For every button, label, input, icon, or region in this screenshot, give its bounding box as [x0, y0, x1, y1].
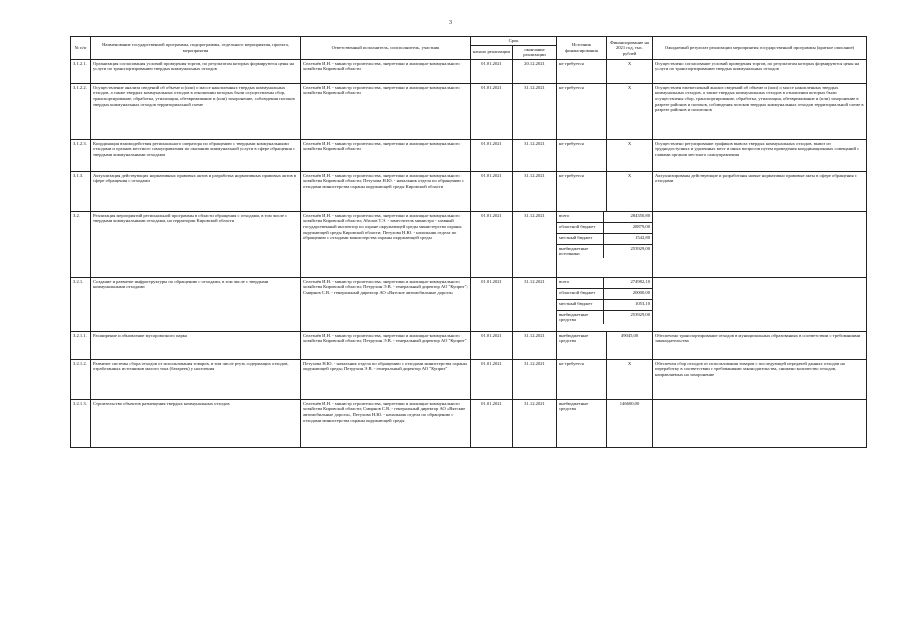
- row-name: Осуществление анализа сведений об объеме и (или) о массе накопленных твердых коммунальных отходов, а также твердых коммунальных отходов в отношении которых были осуществлены сбор, транспортирование, обработка, утилизация, обезвреживание и (или) захоронение, соблюдения потоков твердых коммунальных отходов территориальной схеме: [91, 83, 301, 139]
- funding-line: [557, 245, 652, 258]
- row-name: Координация взаимодействия регионального оператора по обращению с твердыми коммунальными отходами и органов местного самоуправления по оказанию коммунальной услуги в сфере обращения с твердыми коммунальными отходами: [91, 139, 301, 171]
- col-start-header: начало реализации: [471, 45, 513, 59]
- row-end: 31.12.2021: [513, 277, 557, 331]
- row-end: 31.12.2021: [513, 211, 557, 277]
- row-end: 31.12.2021: [513, 139, 557, 171]
- row-executor: Селезнёв И.Н. - министр строительства, энергетики и жилищно-коммунального хозяйства Кировской области; Петрухин Э.В. - генеральный директор АО "Куприт": [301, 331, 471, 359]
- row-executor: Селезнёв И.Н. - министр строительства, энергетики и жилищно-коммунального хозяйства Кировской области; Петухова Н.Ю. - начальник отдела по обращению с отходами министерства охраны окружающей среды Кировской области: [301, 171, 471, 211]
- row-funding: X: [607, 83, 653, 139]
- row-number: 3.2.: [71, 211, 91, 277]
- row-result: [653, 211, 867, 277]
- row-result: Актуализированы действующие и разработаны новые нормативно правовые акты в сфере обращения с отходами: [653, 171, 867, 211]
- row-executor: Селезнёв И.Н. - министр строительства, энергетики и жилищно-коммунального хозяйства Кировской области: [301, 59, 471, 83]
- row-funding: X: [607, 171, 653, 211]
- row-funding: X: [607, 359, 653, 399]
- table-row: [71, 83, 867, 139]
- funding-source-label: местный бюджет: [557, 234, 604, 244]
- row-name: Строительство объектов размещения твердых коммунальных отходов: [91, 399, 301, 447]
- table-row: [71, 171, 867, 211]
- funding-amount: 1053,10: [635, 300, 651, 306]
- funding-amount: 1542,80: [635, 234, 651, 240]
- row-result: Осуществлен ежемесячный анализ сведений об объеме и (или) о массе накопленных твердых коммунальных отходов, а также твердых коммунальных отходов в отношении которых были осуществлены сбор, транспортирование, обработка, утилизация, обезвреживание и (или) захоронение в разрезе районов и потоков, соблюдения потоков твердых коммунальных отходов территориальной схеме в разрезе районов и полигонов: [653, 83, 867, 139]
- col-end-header: окончание реализации: [513, 45, 557, 59]
- funding-line: [557, 234, 652, 245]
- row-number: 3.1.3.: [71, 171, 91, 211]
- table-row: [71, 359, 867, 399]
- row-name: Организация согласования условий проведения торгов, по результатам которых формируются цены на услуги по транспортированию твердых коммунальных отходов: [91, 59, 301, 83]
- row-executor: Петухова Н.Ю. - начальник отдела по обращению с отходами министерства охраны окружающей среды; Петрухин Э.В. - генеральный директор АО "Куприт": [301, 359, 471, 399]
- row-name: Актуализация действующих нормативных правовых актов и разработка нормативных правовых актов в сфере обращения с отходами: [91, 171, 301, 211]
- row-start: 01.01.2021: [471, 399, 513, 447]
- row-end: 20.12.2021: [513, 59, 557, 83]
- row-source: не требуется: [557, 359, 607, 399]
- row-source: внебюджетные средства: [557, 399, 607, 447]
- row-start: 01.01.2021: [471, 277, 513, 331]
- row-number: 3.1.2.2.: [71, 83, 91, 139]
- col-source-header: Источник финансирования: [557, 37, 607, 60]
- funding-breakdown: [557, 277, 653, 331]
- row-funding: 49045,00: [607, 331, 653, 359]
- funding-source-label: местный бюджет: [557, 300, 604, 310]
- funding-line: [557, 278, 652, 289]
- row-start: 01.01.2021: [471, 139, 513, 171]
- funding-source-label: всего: [557, 278, 604, 288]
- row-result: Осуществлено регулирование графиков вывоза твердых коммунальных отходов, вывоз из труднодоступных и удаленных мест и иных вопросов путем проведения координационных совещаний с главами органов местного самоуправления: [653, 139, 867, 171]
- row-source: внебюджетные средства: [557, 331, 607, 359]
- row-start: 01.01.2021: [471, 211, 513, 277]
- row-start: 01.01.2021: [471, 359, 513, 399]
- row-end: 31.12.2021: [513, 359, 557, 399]
- funding-line: [557, 300, 652, 311]
- row-end: 31.12.2021: [513, 399, 557, 447]
- row-start: 01.01.2021: [471, 171, 513, 211]
- row-funding: 146600,00: [607, 399, 653, 447]
- row-source: не требуется: [557, 139, 607, 171]
- row-executor: Селезнёв И.Н. - министр строительства, энергетики и жилищно-коммунального хозяйства Кировской области; Петрухин Э.В. - генеральный директор АО "Куприт"; Смирнов С.В. - генеральный директор АО «Вятское автомобильные дороги»: [301, 277, 471, 331]
- funding-line: [557, 223, 652, 234]
- col-funding-header: Финансирование на 2021 год, тыс. рублей: [607, 37, 653, 60]
- funding-amount: 253929,00: [630, 311, 651, 317]
- table-row: [71, 277, 867, 331]
- row-source: не требуется: [557, 59, 607, 83]
- funding-amount: 284350,80: [630, 212, 651, 218]
- funding-source-label: внебюджетные средства: [557, 311, 604, 324]
- row-executor: Селезнёв И.Н. - министр строительства, энергетики и жилищно-коммунального хозяйства Кировской области; Абалов Т.Э. - заместитель министра - главный государственный инспектор по охране окружающей среды министерства охраны окружающей среды Кировской области; Петухова Н.Ю. - начальник отдела по обращению с отходами министерства охраны окружающей среды: [301, 211, 471, 277]
- row-number: 3.2.1.1.: [71, 331, 91, 359]
- funding-source-label: областной бюджет: [557, 223, 604, 233]
- funding-amount: 253929,00: [630, 245, 651, 251]
- funding-amount: 274982,10: [630, 278, 651, 284]
- funding-amount: 20000,00: [632, 289, 651, 295]
- row-source: не требуется: [557, 83, 607, 139]
- row-result: Обеспечен сбор отходов от использования товаров с последующей передачей данных отходов на переработку в соответствии с требованиями законодательства, снижено количество отходов, направляемых на захоронение: [653, 359, 867, 399]
- row-executor: Селезнёв И.Н. - министр строительства, энергетики и жилищно-коммунального хозяйства Кировской области; Смирнов С.В. - генеральный директор АО «Вятские автомобильные дороги», Петухова Н.Ю. - начальник отдела по обращению с отходами министерства охраны окружающей среды: [301, 399, 471, 447]
- row-start: 01.01.2021: [471, 59, 513, 83]
- header-row: [71, 37, 867, 46]
- row-result: [653, 277, 867, 331]
- row-start: 01.01.2021: [471, 331, 513, 359]
- funding-source-label: внебюджетные источники: [557, 245, 604, 258]
- row-source: не требуется: [557, 171, 607, 211]
- row-executor: Селезнёв И.Н. - министр строительства, энергетики и жилищно-коммунального хозяйства Кировской области: [301, 139, 471, 171]
- row-result: Осуществлено согласование условий проведения торгов, по результатам которых формируются цены на услуги по транспортированию твердых коммунальных отходов: [653, 59, 867, 83]
- row-end: 31.12.2021: [513, 171, 557, 211]
- funding-line: [557, 311, 652, 324]
- row-number: 3.1.2.3.: [71, 139, 91, 171]
- row-executor: Селезнёв И.Н. - министр строительства, энергетики и жилищно-коммунального хозяйства Кировской области: [301, 83, 471, 139]
- col-number-header: № п/п: [71, 37, 91, 60]
- row-result: [653, 399, 867, 447]
- row-number: 3.1.2.1.: [71, 59, 91, 83]
- col-name-header: Наименование государственной программы, подпрограммы, отдельного мероприятия, проекта, мероприятия: [91, 37, 301, 60]
- funding-source-label: областной бюджет: [557, 289, 604, 299]
- table-row: [71, 211, 867, 277]
- row-start: 01.01.2021: [471, 83, 513, 139]
- row-funding: X: [607, 59, 653, 83]
- col-result-header: Ожидаемый результат реализации мероприятия государственной программы (краткое описание): [653, 37, 867, 60]
- row-end: 31.12.2021: [513, 83, 557, 139]
- table-row: [71, 59, 867, 83]
- row-funding: X: [607, 139, 653, 171]
- row-name: Создание и развитие инфраструктуры по обращению с отходами, в том числе с твердыми коммунальными отходами: [91, 277, 301, 331]
- row-result: Обеспечено транспортирование отходов в муниципальных образованиях в соответствии с требованиями законодательства: [653, 331, 867, 359]
- row-name: Реализация мероприятий региональной программы в области обращения с отходами, в том числе с твердыми коммунальными отходами, на территории Кировской области: [91, 211, 301, 277]
- funding-line: [557, 212, 652, 223]
- funding-breakdown: [557, 211, 653, 277]
- funding-source-label: всего: [557, 212, 604, 222]
- col-executor-header: Ответственный исполнитель, соисполнитель, участник: [301, 37, 471, 60]
- row-end: 31.12.2021: [513, 331, 557, 359]
- table-row: [71, 399, 867, 447]
- page-number: 3: [449, 20, 452, 26]
- row-name: Расширение и обновление мусоровозного парка: [91, 331, 301, 359]
- funding-line: [557, 289, 652, 300]
- row-number: 3.2.1.3.: [71, 399, 91, 447]
- row-number: 3.2.1.2.: [71, 359, 91, 399]
- funding-amount: 28879,00: [632, 223, 651, 229]
- table-row: [71, 331, 867, 359]
- table-row: [71, 139, 867, 171]
- row-name: Развитие системы сбора отходов от использования товаров, в том числе ртуть содержащих отходов, отработанных источников малого тока (батареек) у населения: [91, 359, 301, 399]
- col-term-header: Срок: [471, 37, 557, 46]
- program-table: [70, 36, 867, 448]
- row-number: 3.2.1.: [71, 277, 91, 331]
